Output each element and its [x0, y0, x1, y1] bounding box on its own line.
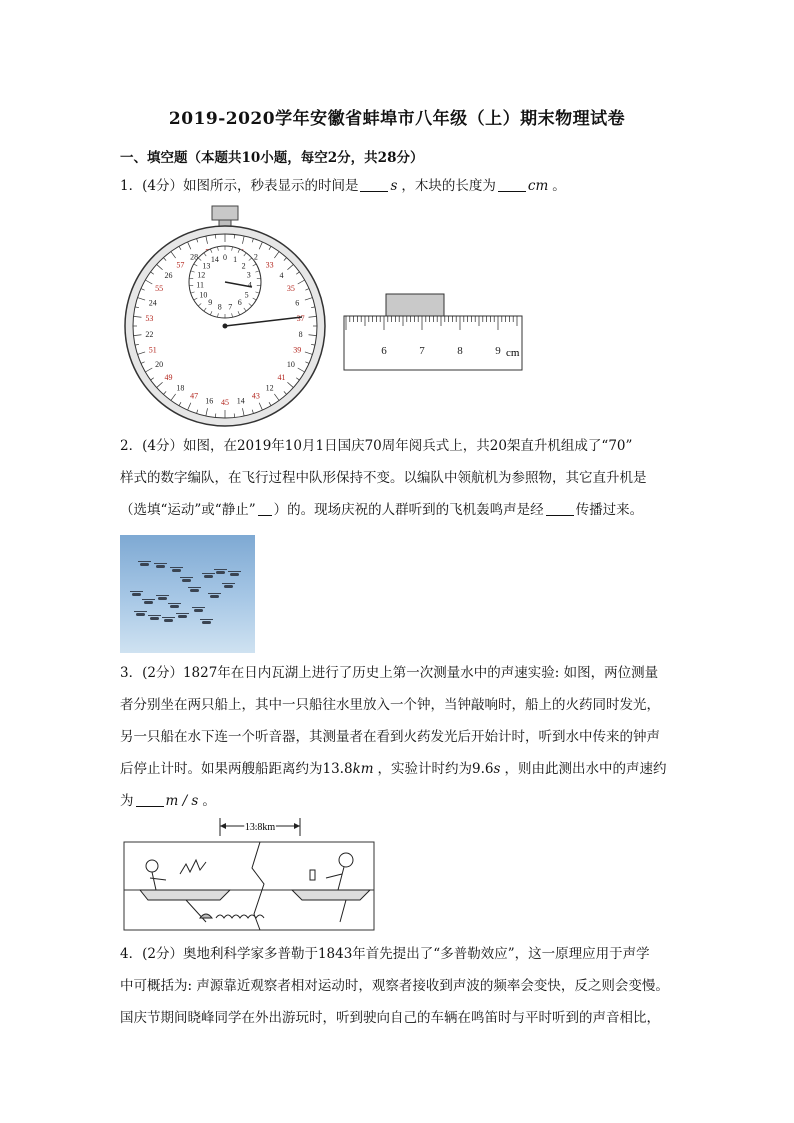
q3-answer-blank[interactable]: [136, 792, 164, 807]
helicopter: [144, 601, 153, 604]
question-1: [120, 176, 566, 196]
q1-unit-cm: cm: [527, 178, 549, 194]
helicopter-formation-photo: [120, 535, 255, 653]
q3-unit-km: km: [352, 761, 374, 777]
right-observer-head: [339, 853, 353, 867]
ruler-body: [344, 316, 522, 370]
dial-label-black: 18: [176, 383, 185, 393]
q3-text-4a: 后停止计时。如果两艘船距离约为13.8: [120, 761, 353, 777]
q2-text-3b: ）的。现场庆祝的人群听到的飞机轰鸣声是经: [273, 502, 544, 518]
minute-label: 14: [210, 255, 219, 265]
helicopter: [156, 565, 165, 568]
q4-line-2: 中可概括为: 声源靠近观察者相对运动时，观察者接收到声波的频率会变快，反之则会变慢。: [120, 978, 669, 994]
q2-answer-blank-2[interactable]: [546, 501, 574, 516]
q2-line-3: [120, 500, 643, 520]
helicopter: [140, 563, 149, 566]
q3-text-5b: 。: [202, 793, 216, 809]
minute-label: 2: [241, 261, 246, 271]
dial-label-black: 10: [286, 360, 295, 369]
q4-line-3: 国庆节期间晓峰同学在外出游玩时，听到驶向自己的车辆在鸣笛时与平时听到的声音相比，: [120, 1010, 660, 1026]
helicopter: [224, 585, 233, 588]
section-heading: 一、填空题（本题共10小题，每空2分，共28分）: [120, 150, 424, 166]
minute-label: 0: [223, 253, 227, 262]
helicopter: [182, 579, 191, 582]
ruler-label: 7: [419, 345, 425, 357]
dial-label-red: 39: [293, 345, 302, 355]
q2-line-2: 样式的数字编队，在飞行过程中队形保持不变。以编队中领航机为参照物，其它直升机是: [120, 470, 647, 486]
q1-text-a: 1．(4分）如图所示，秒表显示的时间是: [120, 178, 359, 194]
dial-label-black: 20: [155, 360, 164, 369]
minute-label: 1: [233, 255, 238, 265]
minute-label: 8: [217, 302, 222, 312]
q1-answer-blank-2[interactable]: [498, 177, 526, 192]
dial-label-red: 35: [286, 284, 295, 293]
wooden-block: [386, 294, 444, 316]
minute-label: 5: [244, 290, 249, 300]
dial-label-red: 33: [265, 260, 274, 270]
dial-label-black: 2: [253, 252, 258, 262]
left-boat: [140, 890, 230, 900]
q1-text-c: 。: [552, 178, 566, 194]
q3-unit-s: s: [493, 761, 501, 777]
ruler-unit-label: cm: [506, 347, 520, 359]
q2-line-1: 2．(4分）如图，在2019年10月1日国庆70周年阅兵式上，共20架直升机组成了“70”: [120, 438, 633, 454]
q4-line-1: 4．(2分）奥地利科学家多普勒于1843年首先提出了“多普勒效应”，这一原理应用于声学: [120, 946, 650, 962]
q1-text-b: ，木块的长度为: [401, 178, 496, 194]
helicopter: [210, 595, 219, 598]
stopwatch-center: [223, 324, 228, 329]
q1-unit-s: s: [390, 178, 398, 194]
helicopter: [158, 597, 167, 600]
dial-label-black: 28: [190, 252, 199, 262]
helicopter: [136, 613, 145, 616]
q3-line-3: 另一只船在水下连一个听音器，其测量者在看到火药发光后开始计时，听到水中传来的钟声: [120, 729, 660, 745]
dial-label-black: 24: [148, 298, 157, 308]
minute-label: 9: [208, 298, 213, 308]
minute-label: 7: [228, 302, 233, 312]
q3-unit-ms: m / s: [165, 793, 199, 809]
ruler-label: 8: [457, 345, 463, 357]
arrow-head-right: [294, 823, 300, 829]
dial-label-black: 14: [236, 396, 245, 406]
dial-label-black: 16: [205, 396, 214, 406]
dial-label-red: 53: [145, 314, 154, 324]
helicopter: [178, 615, 187, 618]
minute-label: 4: [247, 280, 252, 290]
dial-label-red: 47: [190, 391, 199, 401]
ruler-label: 6: [381, 345, 387, 357]
dial-label-black: 22: [145, 329, 154, 339]
helicopter: [172, 569, 181, 572]
dial-label-red: 51: [148, 345, 157, 355]
q2-answer-blank-1[interactable]: [258, 501, 272, 516]
q3-text-5a: 为: [120, 793, 134, 809]
stopwatch-crown: [212, 206, 238, 220]
q3-line-1: 3．(2分）1827年在日内瓦湖上进行了历史上第一次测量水中的声速实验: 如图，两位测量: [120, 665, 659, 681]
dial-label-red: 57: [176, 260, 185, 270]
q2-text-3c: 传播过来。: [575, 502, 644, 518]
right-boat: [292, 890, 370, 900]
dial-label-black: 6: [295, 298, 300, 308]
helicopter: [204, 575, 213, 578]
helicopter: [194, 609, 203, 612]
minute-label: 10: [199, 290, 208, 300]
q3-line-2: 者分别坐在两只船上，其中一只船往水里放入一个钟，当钟敲响时，船上的火药同时发光，: [120, 697, 660, 713]
q1-answer-blank-1[interactable]: [360, 177, 388, 192]
dial-label-black: 26: [164, 271, 173, 281]
stopwatch-figure: [120, 204, 330, 428]
minute-label: 13: [202, 261, 211, 271]
minute-label: 12: [197, 270, 206, 280]
helicopter: [230, 573, 239, 576]
page-title: 2019-2020学年安徽省蚌埠市八年级（上）期末物理试卷: [168, 109, 626, 129]
dial-label-red: 45: [221, 398, 229, 407]
lake-experiment-figure: [120, 814, 380, 932]
minute-label: 11: [196, 280, 204, 290]
dial-label-red: 37: [296, 314, 305, 324]
dial-label-red: 41: [277, 372, 286, 382]
dial-label-red: 43: [251, 391, 260, 401]
arrow-head-left: [220, 823, 226, 829]
dial-label-black: 12: [265, 383, 274, 393]
helicopter: [132, 593, 141, 596]
minute-label: 6: [237, 298, 242, 308]
left-observer-head: [146, 860, 158, 872]
distance-label: 13.8km: [244, 822, 276, 833]
helicopter: [216, 571, 225, 574]
helicopter: [170, 605, 179, 608]
q2-text-3a: （选填“运动”或“静止”: [120, 502, 256, 518]
q3-text-4c: ，则由此测出水中的声速约: [504, 761, 667, 777]
q3-line-5: [120, 791, 216, 811]
helicopter: [164, 619, 173, 622]
q3-line-4: [120, 759, 666, 779]
helicopter: [190, 589, 199, 592]
helicopter: [202, 621, 211, 624]
ruler-label: 9: [495, 345, 501, 357]
dial-label-black: 8: [298, 329, 303, 339]
minute-label: 3: [246, 270, 251, 280]
ruler-figure: [340, 290, 530, 372]
dial-label-black: 4: [279, 271, 284, 281]
q3-text-4b: ，实验计时约为9.6: [377, 761, 494, 777]
helicopter: [150, 617, 159, 620]
stopwatch-icon: [310, 870, 315, 880]
dial-label-red: 49: [164, 372, 173, 382]
dial-label-red: 55: [155, 284, 164, 293]
